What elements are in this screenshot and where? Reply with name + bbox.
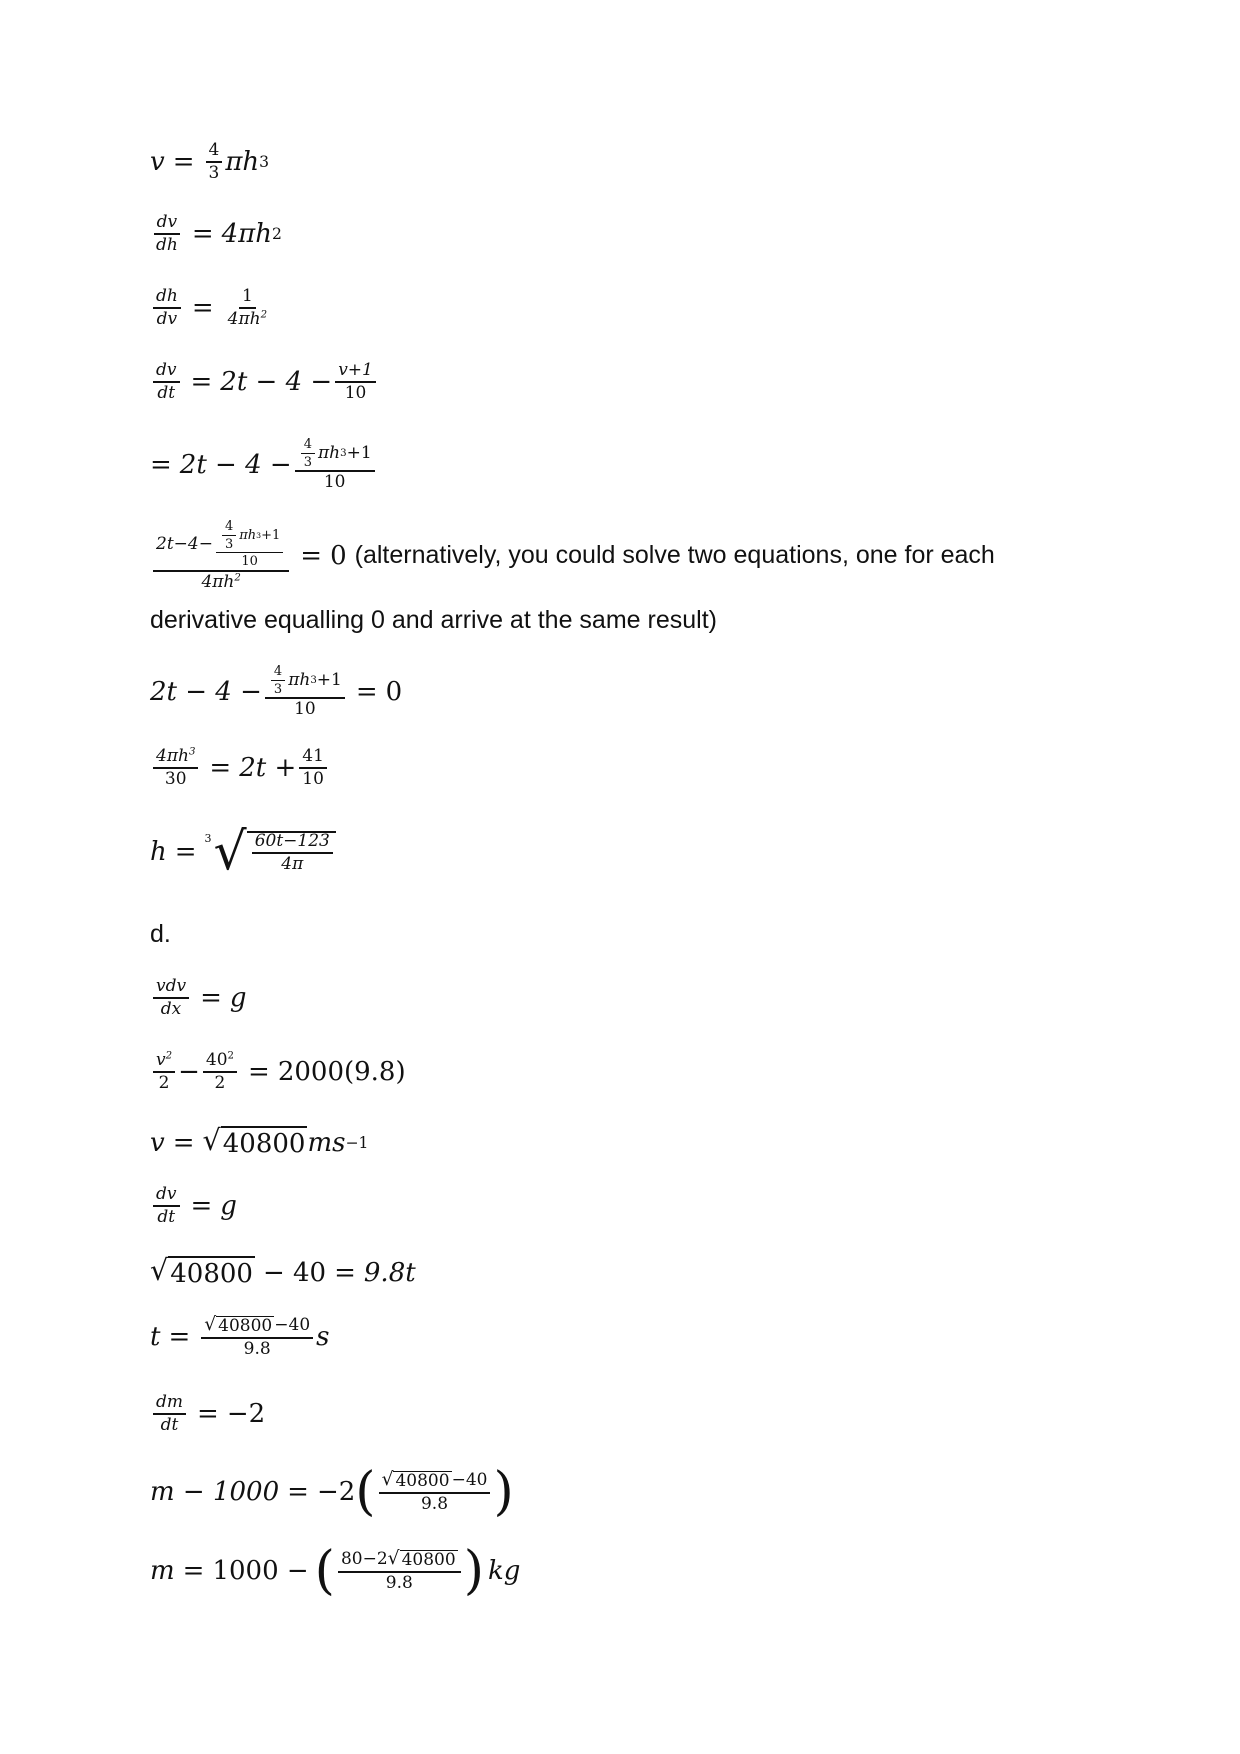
fraction: $\frac{40^2}{2}$ xyxy=(203,1052,237,1093)
equation-t-value: t = √ 40800 −40 9.8 s xyxy=(150,1314,330,1359)
fraction: $\frac{\text{vdv}}{dx}$ xyxy=(153,978,189,1019)
fraction: $\frac{4}{3}$ πh 3 +1 10 xyxy=(295,438,375,492)
fraction: $\frac{dv}{dt}$ xyxy=(153,362,180,403)
fraction: $\frac{v+1}{10}$ xyxy=(335,362,376,403)
equation-substituted: = 2t − 4 − $\frac{4}{3}$ πh 3 +1 10 xyxy=(150,438,378,492)
note-text: (alternatively, you could solve two equations, one for each xyxy=(354,541,995,570)
fraction: $\frac{dh}{dv}$ xyxy=(153,288,181,329)
fraction: $\frac{dv}{dh}$ xyxy=(153,214,181,255)
fraction: √ 40800 −40 9.8 xyxy=(201,1316,313,1359)
cube-root: 3 √ $\frac{60t-123}{4\pi}$ xyxy=(205,826,336,878)
equation-dh-dv: $\frac{dh}{dv}$ = $\frac{1}{4\pi h^2}$ xyxy=(150,288,273,329)
equation-dh-dt-zero: 2t−4− $\frac{4}{3}$ πh 3 +1 10 $4\pi h^2$ = 0 (alternatively, you could solve two equations, one for each xyxy=(150,520,995,592)
fraction: $\frac{41}{10}$ xyxy=(299,748,327,789)
fraction: √ 40800 −40 9.8 xyxy=(379,1471,491,1514)
equation-time: √ 40800 − 40 = 9.8t xyxy=(150,1253,416,1289)
square-root: √ 40800 xyxy=(202,1123,306,1159)
fraction: $\frac{1}{4\pi h^2}$ xyxy=(227,286,268,329)
equation-dv-dh: $\frac{dv}{dh}$ = 4πh 2 xyxy=(150,214,282,255)
equation-dv-dt-g: $\frac{dv}{dt}$ = g xyxy=(150,1186,237,1227)
eq-lhs: v xyxy=(150,147,165,178)
equation-energy: $\frac{v^2}{2}$ − $\frac{40^2}{2}$ = 2000(9.8) xyxy=(150,1052,406,1093)
equation-rearranged: $\frac{4\pi h^3}{30}$ = 2t + $\frac{41}{10}$ xyxy=(150,748,330,789)
fraction: $\frac{v^2}{2}$ xyxy=(153,1052,175,1093)
fraction: $\frac{4\pi h^3}{30}$ xyxy=(153,748,198,789)
note-text-continued: derivative equalling 0 and arrive at the same result) xyxy=(150,606,717,634)
fraction: $\frac{4}{3}$ xyxy=(206,142,223,183)
equation-vdv-dx: $\frac{\text{vdv}}{dx}$ = g xyxy=(150,978,247,1019)
equation-v-value: v = √ 40800 ms −1 xyxy=(150,1123,369,1159)
fraction: 2t−4− $\frac{4}{3}$ πh 3 +1 10 $4\pi h^2$ xyxy=(153,520,289,592)
equation-mass-final: m = 1000 − ( 80−2 √ 40800 9.8 ) kg xyxy=(150,1541,521,1601)
equation-h-solution: h = 3 √ $\frac{60t-123}{4\pi}$ xyxy=(150,826,336,878)
part-label-d: d. xyxy=(150,920,171,948)
equation-mass-change: m − 1000 = −2 ( √ 40800 −40 9.8 ) xyxy=(150,1462,514,1522)
fraction: $\frac{4}{3}$ πh 3 +1 10 xyxy=(265,665,345,719)
square-root: √ 40800 xyxy=(150,1253,253,1289)
equation-dv-dt: $\frac{dv}{dt}$ = 2t − 4 − $\frac{v+1}{10}$ xyxy=(150,362,379,403)
equation-dm-dt: $\frac{dm}{dt}$ = −2 xyxy=(150,1394,265,1435)
equation-volume: v = $\frac{4}{3}$ πh 3 xyxy=(150,140,270,183)
fraction: $\frac{dv}{dt}$ xyxy=(153,1186,180,1227)
fraction: $\frac{dm}{dt}$ xyxy=(153,1394,186,1435)
equation-numerator-zero: 2t − 4 − $\frac{4}{3}$ πh 3 +1 10 = 0 xyxy=(150,664,403,720)
fraction: 80−2 √ 40800 9.8 xyxy=(338,1550,461,1593)
